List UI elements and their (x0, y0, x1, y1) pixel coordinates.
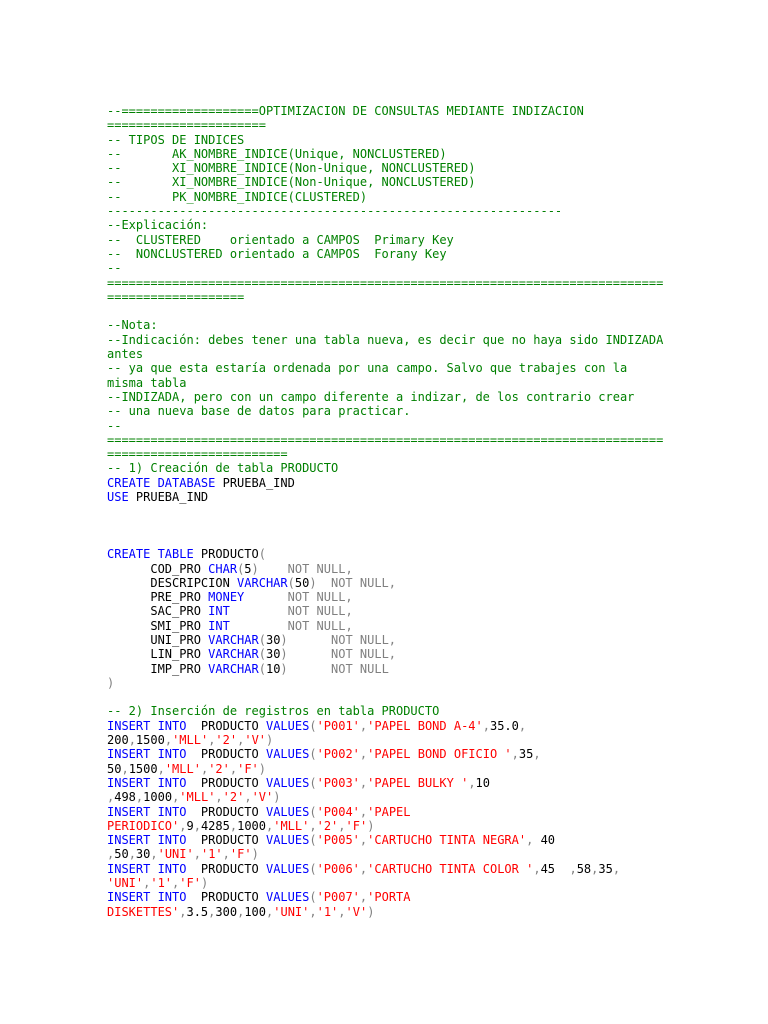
code-line (107, 175, 707, 189)
code-line (107, 662, 707, 676)
keyword-text: INT (208, 618, 230, 633)
punctuation-text: , (359, 747, 368, 762)
code-line (107, 118, 707, 132)
string-literal: 'CARTUCHO TINTA NEGRA' (367, 833, 527, 848)
punctuation-text: , (229, 761, 238, 776)
code-line (107, 433, 707, 447)
comment-text: --Nota: (107, 318, 158, 333)
string-literal: '1' (150, 876, 173, 891)
plain-text: 9 (186, 818, 194, 833)
comment-text: ========================= (107, 447, 288, 462)
code-line (107, 819, 707, 833)
string-literal: 'PAPEL (367, 804, 411, 819)
punctuation-text: , (164, 733, 173, 748)
string-literal: 'F' (229, 847, 252, 862)
comment-text: -- 1) Creación de tabla PRODUCTO (107, 461, 339, 476)
blank-line (107, 533, 707, 547)
plain-text: PRODUCTO (186, 718, 266, 733)
comment-text: -- TIPOS DE INDICES (107, 132, 245, 147)
string-literal: 'PAPEL BOND OFICIO ' (367, 747, 512, 762)
plain-text: 300 (215, 904, 238, 919)
code-line (107, 790, 707, 804)
punctuation-text: , (157, 761, 165, 776)
string-literal: '2' (316, 818, 339, 833)
punctuation-text: , (533, 861, 541, 876)
comment-text: -- NONCLUSTERED orientado a CAMPOS Forany Key (107, 246, 447, 261)
comment-text: -- una nueva base de datos para practicar. (107, 404, 411, 419)
punctuation-text: , (237, 904, 245, 919)
plain-text: 50 (107, 761, 122, 776)
plain-text: 35 (598, 861, 613, 876)
punctuation-text: , (200, 761, 209, 776)
code-line (107, 776, 707, 790)
keyword-text: INSERT INTO (107, 890, 187, 905)
plain-text: 30 (265, 647, 281, 662)
punctuation-text: ( (258, 647, 266, 662)
plain-text: 1500 (135, 733, 165, 748)
plain-text: 498 (114, 790, 136, 805)
code-line (107, 633, 707, 647)
punctuation-text: , (359, 804, 368, 819)
blank-line (107, 690, 707, 704)
string-literal: '2' (215, 733, 238, 748)
string-literal: 'V' (345, 904, 368, 919)
string-literal: '2' (208, 761, 230, 776)
plain-text: PRUEBA_IND (128, 490, 209, 505)
plain-text: SAC_PRO (107, 604, 209, 619)
punctuation-text: , (135, 790, 144, 805)
plain-text: PRUEBA_IND (215, 475, 295, 490)
punctuation-text: , (612, 861, 621, 876)
comment-text: -- CLUSTERED orientado a CAMPOS Primary Key (107, 232, 454, 247)
punctuation-text: ( (309, 718, 317, 733)
code-line (107, 619, 707, 633)
plain-text: DESCRIPCION (107, 575, 238, 590)
plain-text: 40 (540, 833, 556, 848)
punctuation-text: , (266, 818, 274, 833)
punctuation-text: , (229, 818, 238, 833)
comment-text: -- XI_NOMBRE_INDICE(Non-Unique, NONCLUSTERED) (107, 161, 476, 176)
comment-text: -- (107, 418, 122, 433)
punctuation-text: , (107, 847, 115, 862)
string-literal: 'MLL' (172, 733, 209, 748)
string-literal: 'MLL' (273, 818, 310, 833)
code-line (107, 347, 707, 361)
punctuation-text: , (591, 861, 599, 876)
comment-text: -- XI_NOMBRE_INDICE(Non-Unique, NONCLUSTERED) (107, 175, 476, 190)
plain-text: 100 (244, 904, 267, 919)
string-literal: 'V' (244, 733, 267, 748)
punctuation-text: ( (258, 547, 266, 562)
string-literal: 'UNI' (273, 904, 310, 919)
keyword-text: VALUES (265, 804, 310, 819)
plain-text: 50 (114, 847, 129, 862)
punctuation-text: ( (287, 575, 295, 590)
plain-text: 1000 (143, 790, 173, 805)
punctuation-text: ) (258, 761, 267, 776)
comment-text: --------------------------------------------------------------- (107, 204, 563, 219)
punctuation-text: , (222, 847, 230, 862)
string-literal: 'P005' (316, 833, 360, 848)
punctuation-text: , (338, 904, 346, 919)
punctuation-text: , (244, 790, 252, 805)
punctuation-text: ( (309, 861, 317, 876)
plain-text: 50 (294, 575, 310, 590)
code-line (107, 576, 707, 590)
code-line (107, 447, 707, 461)
comment-text: -- AK_NOMBRE_INDICE(Unique, NONCLUSTERED) (107, 146, 447, 161)
string-literal: 'P003' (316, 775, 360, 790)
string-literal: 'PAPEL BULKY ' (367, 775, 469, 790)
code-line (107, 805, 707, 819)
punctuation-text: , (555, 861, 577, 876)
plain-text: PRE_PRO (107, 590, 209, 605)
punctuation-text: , (179, 818, 187, 833)
string-literal: 'UNI' (107, 876, 144, 891)
keyword-text: INSERT INTO (107, 833, 187, 848)
punctuation-text: ) (367, 904, 375, 919)
punctuation-text: , (128, 733, 136, 748)
plain-text: 200 (107, 733, 129, 748)
keyword-text: USE (107, 490, 129, 505)
code-line (107, 190, 707, 204)
string-literal: DISKETTES' (107, 904, 180, 919)
code-line (107, 318, 707, 332)
punctuation-text: ( (258, 632, 266, 647)
code-line (107, 876, 707, 890)
keyword-text: INSERT INTO (107, 861, 187, 876)
string-literal: 'P006' (316, 861, 360, 876)
string-literal: '1' (316, 904, 339, 919)
plain-text: 45 (540, 861, 556, 876)
punctuation-text: , (359, 775, 368, 790)
string-literal: 'MLL' (164, 761, 201, 776)
comment-text: --===================OPTIMIZACION DE CONSULTAS MEDIANTE INDIZACION (107, 104, 584, 118)
code-line (107, 261, 707, 275)
code-line (107, 361, 707, 375)
string-literal: 'P004' (316, 804, 360, 819)
keyword-text: INSERT INTO (107, 804, 187, 819)
code-line (107, 647, 707, 661)
keyword-text: CHAR (208, 561, 238, 576)
code-line (107, 562, 707, 576)
punctuation-text: , (215, 790, 223, 805)
code-line (107, 490, 707, 504)
comment-text: -- PK_NOMBRE_INDICE(CLUSTERED) (107, 189, 368, 204)
comment-text: -- 2) Inserción de registros en tabla PRODUCTO (107, 704, 440, 719)
punctuation-text: , (208, 904, 216, 919)
string-literal: 'F' (345, 818, 368, 833)
punctuation-text: , (309, 904, 317, 919)
keyword-text: INSERT INTO (107, 718, 187, 733)
code-line (107, 590, 707, 604)
punctuation-text: ( (309, 890, 317, 905)
comment-text: ============================================================================= (107, 432, 664, 447)
keyword-text: VARCHAR (208, 661, 259, 676)
code-line (107, 676, 707, 690)
comment-text: --INDIZADA, pero con un campo diferente a indizar, de los contrario crear (107, 389, 635, 404)
punctuation-text: , (179, 904, 187, 919)
string-literal: 'UNI' (157, 847, 194, 862)
plain-text: 30 (135, 847, 151, 862)
punctuation-text: , (128, 847, 136, 862)
punctuation-text: ( (309, 775, 317, 790)
punctuation-text: NOT NULL, (229, 618, 353, 633)
code-line (107, 890, 707, 904)
code-line (107, 147, 707, 161)
comment-text: -- (107, 261, 122, 276)
punctuation-text: NOT NULL, (244, 590, 353, 605)
punctuation-text: ) (266, 733, 274, 748)
code-line (107, 461, 707, 475)
punctuation-text: ) NOT NULL, (309, 575, 397, 590)
plain-text: 58 (576, 861, 592, 876)
keyword-text: MONEY (208, 590, 245, 605)
keyword-text: VALUES (265, 718, 310, 733)
punctuation-text: NOT NULL, (229, 604, 353, 619)
string-literal: 'PORTA (367, 890, 411, 905)
plain-text: 10 (475, 775, 490, 790)
punctuation-text: , (359, 890, 368, 905)
punctuation-text: , (359, 861, 368, 876)
code-line (107, 747, 707, 761)
punctuation-text: , (518, 718, 527, 733)
code-line (107, 862, 707, 876)
punctuation-text: , (208, 733, 216, 748)
code-line (107, 404, 707, 418)
keyword-text: VALUES (265, 775, 310, 790)
punctuation-text: , (309, 818, 317, 833)
punctuation-text: ) (200, 876, 209, 891)
punctuation-text: , (150, 847, 158, 862)
plain-text: PRODUCTO (186, 861, 266, 876)
string-literal: 'PAPEL BOND A-4' (367, 718, 483, 733)
plain-text: 1000 (237, 818, 266, 833)
code-line (107, 161, 707, 175)
code-line (107, 218, 707, 232)
plain-text: SMI_PRO (107, 618, 209, 633)
keyword-text: VALUES (265, 747, 310, 762)
comment-text: misma tabla (107, 375, 187, 390)
code-line (107, 847, 707, 861)
string-literal: 'V' (251, 790, 274, 805)
punctuation-text: ) NOT NULL, (251, 561, 353, 576)
keyword-text: VARCHAR (237, 575, 288, 590)
plain-text: LIN_PRO (107, 647, 209, 662)
string-literal: 'P007' (316, 890, 360, 905)
blank-line (107, 304, 707, 318)
code-line (107, 390, 707, 404)
punctuation-text: ) NOT NULL, (280, 632, 397, 647)
string-literal: 'F' (179, 876, 201, 891)
plain-text: 4285 (200, 818, 230, 833)
code-line (107, 719, 707, 733)
keyword-text: INSERT INTO (107, 747, 187, 762)
punctuation-text: ( (309, 833, 317, 848)
punctuation-text: , (359, 718, 368, 733)
punctuation-text: ) (107, 675, 115, 690)
punctuation-text: ( (309, 747, 317, 762)
keyword-text: CREATE TABLE (107, 547, 194, 562)
punctuation-text: , (193, 818, 201, 833)
plain-text: COD_PRO (107, 561, 209, 576)
string-literal: 'F' (237, 761, 259, 776)
punctuation-text: , (533, 747, 541, 762)
punctuation-text: ( (309, 804, 317, 819)
plain-text: UNI_PRO (107, 632, 209, 647)
comment-text: -- ya que esta estaría ordenada por una campo. Salvo que trabajes con la (107, 361, 628, 376)
keyword-text: VARCHAR (208, 632, 259, 647)
keyword-text: VALUES (265, 890, 310, 905)
plain-text: 35.0 (489, 718, 519, 733)
comment-text: =================== (107, 289, 245, 304)
code-line (107, 905, 707, 919)
keyword-text: VALUES (265, 833, 310, 848)
code-line (107, 419, 707, 433)
code-line (107, 333, 707, 347)
punctuation-text: , (511, 747, 519, 762)
comment-text: antes (107, 347, 144, 362)
code-line (107, 704, 707, 718)
punctuation-text: , (338, 818, 346, 833)
plain-text: IMP_PRO (107, 661, 209, 676)
punctuation-text: ) (251, 847, 259, 862)
keyword-text: VARCHAR (208, 647, 259, 662)
comment-text: --Indicación: debes tener una tabla nueva, es decir que no haya sido INDIZADA (107, 332, 664, 347)
comment-text: --Explicación: (107, 218, 209, 233)
plain-text: 35 (518, 747, 534, 762)
plain-text: PRODUCTO (193, 547, 259, 562)
punctuation-text: , (121, 761, 129, 776)
plain-text: 30 (265, 632, 281, 647)
plain-text: 10 (265, 661, 281, 676)
punctuation-text: , (193, 847, 201, 862)
code-line (107, 476, 707, 490)
punctuation-text: , (482, 718, 490, 733)
blank-line (107, 504, 707, 518)
punctuation-text: , (468, 775, 476, 790)
string-literal: '2' (222, 790, 245, 805)
punctuation-text: ( (237, 561, 245, 576)
string-literal: '1' (200, 847, 223, 862)
code-line (107, 247, 707, 261)
punctuation-text: , (172, 876, 180, 891)
string-literal: 'P001' (316, 718, 360, 733)
keyword-text: INSERT INTO (107, 775, 187, 790)
plain-text: 5 (244, 561, 252, 576)
punctuation-text: , (526, 833, 541, 848)
code-line (107, 547, 707, 561)
punctuation-text: , (143, 876, 151, 891)
sql-document (107, 104, 707, 919)
code-line (107, 133, 707, 147)
keyword-text: INT (208, 604, 230, 619)
plain-text: PRODUCTO (186, 833, 266, 848)
code-line (107, 376, 707, 390)
code-line (107, 733, 707, 747)
string-literal: 'MLL' (179, 790, 216, 805)
plain-text: PRODUCTO (186, 747, 266, 762)
code-line (107, 233, 707, 247)
punctuation-text: ( (258, 661, 266, 676)
string-literal: PERIODICO' (107, 818, 180, 833)
plain-text: 3.5 (186, 904, 209, 919)
code-line (107, 604, 707, 618)
punctuation-text: ) (367, 818, 375, 833)
code-line (107, 204, 707, 218)
comment-text: ============================================================================= (107, 275, 664, 290)
punctuation-text: , (107, 790, 115, 805)
plain-text: 1500 (128, 761, 158, 776)
code-line (107, 290, 707, 304)
string-literal: 'CARTUCHO TINTA COLOR ' (367, 861, 534, 876)
code-line (107, 276, 707, 290)
punctuation-text: ) NOT NULL (280, 661, 389, 676)
string-literal: 'P002' (316, 747, 360, 762)
plain-text: PRODUCTO (186, 890, 266, 905)
plain-text: PRODUCTO (186, 804, 266, 819)
punctuation-text: , (172, 790, 180, 805)
comment-text: ====================== (107, 118, 266, 133)
plain-text: PRODUCTO (186, 775, 266, 790)
punctuation-text: ) NOT NULL, (280, 647, 397, 662)
code-line (107, 104, 707, 118)
code-line (107, 833, 707, 847)
code-line (107, 762, 707, 776)
blank-line (107, 519, 707, 533)
keyword-text: VALUES (265, 861, 310, 876)
punctuation-text: , (359, 833, 368, 848)
punctuation-text: , (266, 904, 274, 919)
keyword-text: CREATE DATABASE (107, 475, 216, 490)
punctuation-text: , (237, 733, 245, 748)
punctuation-text: ) (273, 790, 281, 805)
